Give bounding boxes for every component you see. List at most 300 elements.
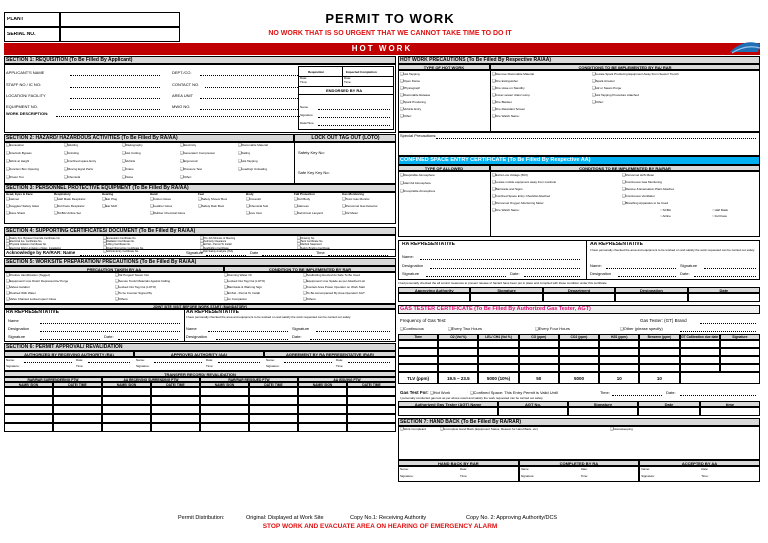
precaution-checkbox-11[interactable]: ❑ Contact Area Power Operator on Work Start — [303, 285, 365, 289]
cs-aa-date-field[interactable] — [694, 276, 756, 277]
freq-other-field[interactable] — [680, 331, 756, 332]
hw-condition-extra-2[interactable]: ❑ H2 or Steam Purge — [592, 86, 621, 90]
gas-cell[interactable] — [599, 348, 639, 356]
hazard-checkbox-6[interactable]: ❑ Grinding — [64, 151, 79, 155]
gas-cell[interactable] — [720, 364, 760, 372]
gas-test-time-field[interactable] — [612, 395, 662, 396]
hot-work-title: HOT WORK — [351, 44, 413, 53]
hand-back-notes[interactable] — [398, 426, 760, 460]
precaution-checkbox-10[interactable]: ❑ Barricade & Warning Sign — [224, 285, 262, 289]
mwo-field[interactable] — [200, 109, 298, 110]
s5-aa-rep-label: AA REPRESENTATIVE — [186, 310, 239, 315]
gas-cell[interactable] — [680, 356, 720, 364]
hazard-checkbox-21[interactable]: ❑ Chemical — [64, 175, 80, 179]
certificate-checkbox-3[interactable]: ❑ Drawing No. — [297, 236, 315, 240]
transfer-cell[interactable] — [102, 423, 151, 432]
gas-cell[interactable] — [559, 356, 599, 364]
approval-time-label-1: Time: — [206, 364, 214, 368]
s5-ra-designation-field[interactable] — [40, 331, 180, 332]
ppe-checkbox-2[interactable]: ❑ Ear Plug — [102, 197, 117, 201]
gas-cell[interactable] — [398, 364, 438, 372]
hazard-checkbox-22[interactable]: ❑ Noise — [122, 175, 133, 179]
cs-aa-name-field[interactable] — [606, 268, 676, 269]
certificate-checkbox-4[interactable]: ❑ Electrical Iso. Certificate No. — [6, 239, 42, 243]
cs-scba-option[interactable]: ○ SCBA — [660, 208, 671, 212]
transfer-cell[interactable] — [102, 414, 151, 423]
certificate-checkbox-7[interactable]: ❑ Tank Certificate No. — [297, 239, 323, 243]
cs-aa-signature-field[interactable] — [704, 268, 756, 269]
cs-ra-name-field[interactable] — [420, 259, 580, 260]
gas-cell[interactable] — [680, 340, 720, 348]
hazard-checkbox-20[interactable]: ❑ Power Tool — [6, 175, 24, 179]
ppe-column-2: Hearing — [102, 192, 114, 196]
gas-cell[interactable] — [478, 348, 518, 356]
ack-signature-field[interactable] — [206, 255, 246, 256]
agt-cell-4[interactable] — [700, 407, 760, 416]
gas-cell[interactable] — [599, 356, 639, 364]
transfer-cell[interactable] — [298, 387, 347, 396]
hw-condition-1[interactable]: ❑ Fire Extinguisher — [492, 79, 518, 83]
hazard-checkbox-4[interactable]: ❑ Flammable Material — [238, 143, 268, 147]
transfer-cell[interactable] — [102, 387, 151, 396]
s5-aa-date-field[interactable] — [310, 339, 390, 340]
hazard-checkbox-23[interactable]: ❑ Other: — [180, 175, 192, 179]
tlv-cell-6: 10 — [639, 372, 679, 384]
ppe-checkbox-16[interactable]: ❑ Face Shield — [6, 211, 25, 215]
page-title: PERMIT TO WORK — [325, 11, 455, 26]
certificate-checkbox-10[interactable]: ❑ ECSH - Permit To Install — [200, 242, 232, 246]
transfer-cell[interactable] — [102, 396, 151, 405]
precaution-checkbox-3[interactable]: ❑ Scaffolding Erected As Safe To Be Used — [303, 273, 360, 277]
approving-cell-3[interactable] — [615, 293, 687, 302]
precaution-checkbox-17[interactable]: ❑ Others: — [115, 297, 128, 301]
gas-cell[interactable] — [478, 356, 518, 364]
transfer-cell[interactable] — [4, 396, 53, 405]
hw-condition-extra-4[interactable]: ❑ Other: — [592, 100, 604, 104]
gas-cell[interactable] — [478, 340, 518, 348]
ppe-column-5: Body — [246, 192, 254, 196]
hand-back-cell-1[interactable] — [519, 466, 640, 482]
hazard-checkbox-0[interactable]: ❑ Excavation — [6, 143, 24, 147]
hw-type-6[interactable]: ❑ Other: — [400, 114, 412, 118]
cs-condition-5[interactable]: ❑ Fire Watch Name: — [492, 208, 520, 212]
precaution-checkbox-12[interactable]: ❑ Flushed With Water — [6, 291, 36, 295]
transfer-cell[interactable] — [200, 405, 249, 414]
transfer-cell[interactable] — [4, 405, 53, 414]
gas-cell[interactable] — [519, 340, 559, 348]
hw-type-5[interactable]: ❑ Vehicle Entry — [400, 107, 421, 111]
certificate-checkbox-6[interactable]: ❑ Authority Clearance — [200, 239, 226, 243]
gas-cell[interactable] — [478, 364, 518, 372]
cs-condition-extra-2[interactable]: ❑ Rescue & Evacuation Plant Attached — [622, 187, 674, 191]
gas-cell[interactable] — [639, 348, 679, 356]
transfer-cell[interactable] — [53, 414, 102, 423]
section-4-header: SECTION 4: SUPPORTING CERTIFICATES/ DOCUMENT (To Be Filled By RA/AA) — [4, 227, 396, 235]
equipment-field[interactable] — [70, 109, 160, 110]
gas-cell[interactable] — [559, 348, 599, 356]
hazard-checkbox-5[interactable]: ❑ Interlock Bypass — [6, 151, 32, 155]
ack-name-field[interactable] — [80, 255, 180, 256]
hazard-checkbox-10[interactable]: ❑ Work at Height — [6, 159, 29, 163]
hw-condition-5[interactable]: ❑ Fire Retardant Screen — [492, 107, 525, 111]
cs-aa-date-label: Date: — [680, 271, 690, 276]
agt-col-2: Signature — [568, 401, 638, 407]
cs-aa-designation-field[interactable] — [618, 276, 676, 277]
transfer-cell[interactable] — [53, 423, 102, 432]
s5-aa-signature-field[interactable] — [316, 331, 390, 332]
gas-cell[interactable] — [599, 340, 639, 348]
precaution-checkbox-13[interactable]: ❑ To be Counter Signed By — [115, 291, 152, 295]
hw-condition-3[interactable]: ❑ Cover sewer/ drain/ sump — [492, 93, 530, 97]
exp-time-label: Time: — [344, 80, 352, 84]
precaution-checkbox-19[interactable]: ❑ Others: — [303, 297, 316, 301]
transfer-cell[interactable] — [347, 423, 396, 432]
hw-condition-extra-3[interactable]: ❑ Hot Tapping Procedure Attached — [592, 93, 639, 97]
hw-condition-6[interactable]: ❑ Fire Watch Name: — [492, 114, 520, 118]
gas-cell[interactable] — [720, 348, 760, 356]
ack-date-field[interactable] — [262, 255, 312, 256]
transfer-cell[interactable] — [298, 396, 347, 405]
cs-type-header: TYPE OF ALLOWED — [398, 165, 490, 171]
transfer-cell[interactable] — [298, 405, 347, 414]
cs-condition-1[interactable]: ❑ Locate mobile equipment away from manhole — [492, 180, 556, 184]
freq-other[interactable]: ❑ Other (please specify) — [620, 326, 663, 331]
precaution-checkbox-14[interactable]: ❑ ECSH - Permit To Install — [224, 291, 260, 295]
gas-cell[interactable] — [398, 356, 438, 364]
hazard-checkbox-1[interactable]: ❑ Welding — [64, 143, 78, 147]
transfer-cell[interactable] — [200, 414, 249, 423]
hb-housekeeping[interactable]: ❑ Housekeeping — [610, 427, 633, 431]
hazard-checkbox-13[interactable]: ❑ Ergonomic — [180, 159, 198, 163]
approving-col-4: Date — [688, 287, 760, 293]
cs-condition-extra-4[interactable]: ❑ Breathing Apparatus to be Used — [622, 201, 668, 205]
cs-type-2[interactable]: ❑ Irrespirable Atmosphere — [400, 189, 435, 193]
transfer-cell[interactable] — [298, 414, 347, 423]
certificate-checkbox-9[interactable]: ❑ Lifting Certificate No. — [103, 242, 131, 246]
transfer-sub-4: NAME/ SIGN — [200, 382, 249, 387]
transfer-cell[interactable] — [151, 423, 200, 432]
cs-condition-2[interactable]: ❑ Barricade and Signs — [492, 187, 523, 191]
approving-cell-4[interactable] — [688, 293, 760, 302]
approval-date-field-0[interactable] — [88, 362, 130, 363]
contact-field[interactable] — [205, 87, 298, 88]
ppe-checkbox-12[interactable]: ❑ Safety Rain Boot — [198, 204, 224, 208]
precaution-checkbox-16[interactable]: ❑ Valve Chained Locked open/ Close — [6, 297, 56, 301]
transfer-cell[interactable] — [249, 423, 298, 432]
cs-aa-statement: I have personally checked the area and equipment to be worked on and satisfy the work requested can be carried out safely. — [590, 248, 756, 252]
gas-col-7: GT Calibration due date — [681, 335, 719, 339]
certificate-checkbox-5[interactable]: ❑ Radiation Certificate No. — [103, 239, 135, 243]
hazard-checkbox-3[interactable]: ❑ Electricity — [180, 143, 196, 147]
approval-name-field-2[interactable] — [284, 362, 332, 363]
joint-site-visit-header: JOINT SITE VISIT BEFORE WORK START (MANDATORY) — [4, 304, 396, 309]
transfer-cell[interactable] — [4, 414, 53, 423]
gas-cell[interactable] — [639, 356, 679, 364]
gas-cell[interactable] — [639, 364, 679, 372]
precaution-checkbox-6[interactable]: ❑ Locked Out Tag Out (LOTO) — [224, 279, 265, 283]
precaution-checkbox-5[interactable]: ❑ Secure Tools/ Materials Against Falling — [115, 279, 170, 283]
gas-cell[interactable] — [438, 348, 478, 356]
cs-airline-option[interactable]: ○ Airline — [660, 214, 671, 218]
hw-condition-0[interactable]: ❑ Remove Flammable Material — [492, 72, 534, 76]
hazard-checkbox-7[interactable]: ❑ Hot Cutting — [122, 151, 141, 155]
hazard-checkbox-17[interactable]: ❑ Crane — [122, 167, 134, 171]
transfer-cell[interactable] — [249, 414, 298, 423]
ppe-checkbox-23[interactable]: ❑ O2 Meter — [342, 211, 358, 215]
cs-condition-extra-0[interactable]: ❑ Personnel H2S Meter — [622, 173, 654, 177]
hb-incomplete[interactable]: ❑ Incomplete Hand Back (Equipment Status, Reason for Hand Back, etc) — [440, 427, 538, 431]
applicant-field[interactable] — [70, 75, 160, 76]
approval-name-field-0[interactable] — [24, 362, 72, 363]
certificate-checkbox-11[interactable]: ❑ Method Statement — [297, 242, 322, 246]
gas-test-statement: I personally conducted gas test as per above result and satisfy the work requested can be carried out safely — [400, 396, 543, 400]
precaution-checkbox-0[interactable]: ❑ Positive Identification (Tagged) — [6, 273, 50, 277]
ppe-checkbox-13[interactable]: ❑ Chemical Suit — [246, 204, 268, 208]
ppe-checkbox-8[interactable]: ❑ Goggles/ Safety Glass — [6, 204, 39, 208]
ppe-checkbox-9[interactable]: ❑ Full Face Respirator — [54, 204, 85, 208]
ppe-checkbox-6[interactable]: ❑ Full Body — [294, 197, 310, 201]
gas-cell[interactable] — [639, 340, 679, 348]
cs-half-mask-option[interactable]: ○ Half Mask — [712, 208, 728, 212]
transfer-cell[interactable] — [4, 387, 53, 396]
cs-ra-designation-field[interactable] — [430, 268, 580, 269]
gas-test-hot-work[interactable]: ❑ Hot Work — [430, 390, 450, 395]
certificate-checkbox-13[interactable]: ❑ Road Obstruction Certificate No. — [103, 246, 144, 250]
certificate-checkbox-2[interactable]: ❑ Pre Job Minutes of Meeting — [200, 236, 235, 240]
precaution-checkbox-4[interactable]: ❑ Equipment/ Line Drain/ Depressurize/ Purge — [6, 279, 68, 283]
gas-cell[interactable] — [680, 348, 720, 356]
transfer-cell[interactable] — [249, 396, 298, 405]
hazard-checkbox-18[interactable]: ❑ Pressure Test — [180, 167, 202, 171]
ppe-checkbox-11[interactable]: ❑ Leather Glove — [150, 204, 172, 208]
transfer-cell[interactable] — [102, 405, 151, 414]
gas-tester-brand-field[interactable] — [700, 323, 756, 324]
transfer-cell[interactable] — [249, 387, 298, 396]
hb-time-label-0: Time: — [460, 474, 468, 478]
certificate-checkbox-17[interactable]: ❑ Vehicle Entry Certificate No. — [103, 249, 139, 253]
hazard-checkbox-12[interactable]: ❑ Vehicle — [122, 159, 135, 163]
staff-field[interactable] — [70, 87, 160, 88]
gas-cell[interactable] — [680, 364, 720, 372]
transfer-cell[interactable] — [298, 423, 347, 432]
hb-signature-label-2: Signature: — [641, 474, 655, 478]
cs-condition-extra-3[interactable]: ❑ Continuous Ventilation — [622, 194, 655, 198]
ppe-checkbox-7[interactable]: ❑ Toxic Gas Monitor — [342, 197, 370, 201]
hw-type-2[interactable]: ❑ Physiograph — [400, 86, 420, 90]
approval-date-field-1[interactable] — [218, 362, 260, 363]
gas-cell[interactable] — [519, 364, 559, 372]
s5-ra-date-field[interactable] — [118, 339, 178, 340]
cs-type-1[interactable]: ❑ Harmful Atmosphere — [400, 181, 431, 185]
transfer-cell[interactable] — [151, 387, 200, 396]
transfer-cell[interactable] — [347, 396, 396, 405]
s5-ra-signature-label: Signature — [8, 334, 26, 339]
agt-cell-2[interactable] — [568, 407, 638, 416]
gas-tester-brand-label: Gas Tester: (GT) Brand — [640, 318, 687, 323]
hw-condition-extra-1[interactable]: ❑ Spark Arrestor — [592, 79, 615, 83]
gas-cell[interactable] — [720, 356, 760, 364]
s5-aa-name-field[interactable] — [208, 331, 288, 332]
s5-ra-signature-field[interactable] — [40, 339, 100, 340]
precaution-checkbox-8[interactable]: ❑ Valves Isolation — [6, 285, 30, 289]
approval-name-field-1[interactable] — [154, 362, 202, 363]
transfer-cell[interactable] — [200, 423, 249, 432]
transfer-cell[interactable] — [53, 396, 102, 405]
transfer-cell[interactable] — [347, 405, 396, 414]
agt-cell-0[interactable] — [398, 407, 498, 416]
ppe-checkbox-5[interactable]: ❑ Coverall — [246, 197, 261, 201]
ack-time-field[interactable] — [328, 255, 388, 256]
hazard-checkbox-14[interactable]: ❑ Hot Tapping — [238, 159, 258, 163]
cs-condition-3[interactable]: ❑ Confined Space Entry Checklist Attached — [492, 194, 550, 198]
transfer-cell[interactable] — [347, 387, 396, 396]
approving-cell-2[interactable] — [543, 293, 615, 302]
precaution-checkbox-9[interactable]: ❑ Locked Out Tag Out (LOTO) — [115, 285, 156, 289]
hazard-checkbox-16[interactable]: ❑ Moving Egnd Parts — [64, 167, 93, 171]
hw-type-4[interactable]: ❑ Spark Producing — [400, 100, 426, 104]
certificate-checkbox-15[interactable]: ❑ Safety Briefing Certificate — [297, 246, 330, 250]
ppe-checkbox-14[interactable]: ❑ Harness — [294, 204, 309, 208]
gas-cell[interactable] — [438, 340, 478, 348]
cs-condition-extra-1[interactable]: ❑ Continuous Gas Monitoring — [622, 180, 662, 184]
gas-cell[interactable] — [398, 340, 438, 348]
precaution-checkbox-18[interactable]: ❑ on Completion — [224, 297, 247, 301]
certificate-checkbox-1[interactable]: ❑ Excavation Certificate No. — [103, 236, 136, 240]
gas-test-date-field[interactable] — [680, 395, 756, 396]
freq-two-hours[interactable]: ❑ Every Two Hours — [448, 326, 482, 331]
transfer-cell[interactable] — [53, 387, 102, 396]
special-precautions-field[interactable] — [436, 138, 756, 139]
ppe-checkbox-3[interactable]: ❑ Cotton Glove — [150, 197, 171, 201]
cs-condition-0[interactable]: ❑ Extra Low Voltage (50V) — [492, 173, 528, 177]
freq-four-hours[interactable]: ❑ Every Four Hours — [535, 326, 570, 331]
cs-ra-date-field[interactable] — [524, 276, 580, 277]
serial-label: SERIAL NO. — [7, 32, 36, 37]
section-2-header: SECTION 2: HAZARD/ HAZARDOUS ACTIVITIES (To Be Filled By RA/AA) — [4, 134, 294, 142]
cs-type-0[interactable]: ❑ Respirable Atmosphere — [400, 173, 435, 177]
freq-continuous[interactable]: ❑ Continuous — [400, 326, 424, 331]
ppe-checkbox-0[interactable]: ❑ Helmet — [6, 197, 19, 201]
endorsed-signature-field[interactable] — [318, 117, 390, 118]
gas-cell[interactable] — [559, 364, 599, 372]
permit-distribution-label: Permit Distribution: — [178, 515, 225, 521]
cs-condition-4[interactable]: ❑ Personnel Oxygen Monitoring Meter — [492, 201, 544, 205]
precaution-checkbox-2[interactable]: ❑ Running Water On — [224, 273, 252, 277]
approving-cell-0[interactable] — [398, 293, 470, 302]
dept-field[interactable] — [200, 75, 298, 76]
location-field[interactable] — [70, 98, 160, 99]
gas-cell[interactable] — [720, 340, 760, 348]
gas-cell[interactable] — [438, 364, 478, 372]
gas-cell[interactable] — [599, 364, 639, 372]
certificate-checkbox-8[interactable]: ❑ Physical Isolation Certificate No. — [6, 242, 47, 246]
transfer-cell[interactable] — [151, 405, 200, 414]
transfer-cell[interactable] — [200, 387, 249, 396]
ppe-checkbox-4[interactable]: ❑ Safety Shoes/ Boot — [198, 197, 227, 201]
serial-field[interactable] — [60, 27, 180, 42]
hb-date-label-0: Date: — [460, 467, 468, 471]
ppe-checkbox-19[interactable]: ❑ Rubber Chemical Glove — [150, 211, 185, 215]
hot-work-precautions-header: HOT WORK PRECAUTIONS (To Be Filled By Respective RA/AA) — [398, 56, 760, 64]
transfer-cell[interactable] — [249, 405, 298, 414]
dist-original: Original: Displayed at Work Site — [246, 515, 324, 521]
area-field[interactable] — [200, 98, 298, 99]
ppe-checkbox-1[interactable]: ❑ Half Mask Respirator — [54, 197, 86, 201]
hazard-checkbox-9[interactable]: ❑ Falling — [238, 151, 250, 155]
gas-col-5: H2S (ppm) — [599, 334, 639, 340]
s5-ra-date-label: Date: — [104, 334, 114, 339]
hb-work-completed[interactable]: ❑ Work Completed — [400, 427, 426, 431]
certificate-checkbox-0[interactable]: ❑ Safety Sys. Bypass/ Override Certificate No. — [6, 236, 60, 240]
hazard-checkbox-11[interactable]: ❑ Confined space Entry — [64, 159, 96, 163]
gas-test-confined-space[interactable]: ❑ Confined Space: This Entry Permit is Valid Until — [470, 390, 558, 395]
ppe-checkbox-15[interactable]: ❑ Personnel Gas Detector — [342, 204, 378, 208]
hand-back-cell-0[interactable] — [398, 466, 519, 482]
precaution-checkbox-1[interactable]: ❑ N2 Purged/ Steam Out — [115, 273, 149, 277]
hw-condition-4[interactable]: ❑ Fire Blanket — [492, 100, 512, 104]
s5-aa-designation-field[interactable] — [216, 339, 288, 340]
certificate-checkbox-14[interactable]: ❑ Scaffolding Certificate — [200, 246, 229, 250]
ppe-checkbox-17[interactable]: ❑ SCBA/ Airline Set — [54, 211, 81, 215]
dist-copy-2: Copy No. 2: Approving Authority/DCS — [466, 515, 558, 521]
hw-type-1[interactable]: ❑ Open Flame — [400, 79, 420, 83]
hand-back-cell-2[interactable] — [639, 466, 760, 482]
gas-cell[interactable] — [559, 340, 599, 348]
certificate-checkbox-12[interactable]: ❑ Electrical Work Limitation of Elec. Installation — [6, 246, 61, 250]
cs-full-face-option[interactable]: ○ Full Face — [712, 214, 727, 218]
certificate-checkbox-18[interactable]: ❑ Job Safety Analysis (JSA) — [200, 249, 233, 253]
transfer-sub-2: NAME/ SIGN — [102, 382, 151, 387]
gas-cell[interactable] — [519, 356, 559, 364]
hazard-checkbox-8[interactable]: ❑ Generator/ Compressor — [180, 151, 215, 155]
transfer-cell[interactable] — [151, 414, 200, 423]
ppe-checkbox-21[interactable]: ❑ Live Vest — [246, 211, 262, 215]
hazard-checkbox-2[interactable]: ❑ Radiography — [122, 143, 143, 147]
hw-type-3[interactable]: ❑ Flammable Release — [400, 93, 430, 97]
agt-cell-1[interactable] — [498, 407, 568, 416]
transfer-cell[interactable] — [200, 396, 249, 405]
hazard-checkbox-19[interactable]: ❑ Loading/ Unloading — [238, 167, 267, 171]
transfer-cell[interactable] — [53, 405, 102, 414]
ppe-column-4: Feet — [198, 192, 205, 196]
gas-cell[interactable] — [398, 348, 438, 356]
endorsed-datetime-field[interactable] — [318, 125, 390, 126]
ppe-checkbox-22[interactable]: ❑ Fall Arrest Lanyard — [294, 211, 323, 215]
hw-condition-2[interactable]: ❑ Fire Hose on Standby — [492, 86, 525, 90]
gas-test-time-label: Time: — [600, 390, 610, 395]
transfer-cell[interactable] — [151, 396, 200, 405]
agt-cell-3[interactable] — [638, 407, 700, 416]
hw-condition-extra-0[interactable]: ❑ Locate Spark Producing Equipment Away From Sewer/ Trench — [592, 72, 679, 76]
approving-cell-1[interactable] — [470, 293, 542, 302]
hw-type-0[interactable]: ❑ Hot Tapping — [400, 72, 420, 76]
s5-ra-name-field[interactable] — [40, 323, 180, 324]
section-1-header: SECTION 1: REQUISITION (To Be Filled By Applicant) — [4, 56, 396, 64]
precaution-checkbox-15[interactable]: ❑ To Be Accompanied By Area Operator/ AGT — [303, 291, 365, 295]
work-description-field[interactable] — [56, 116, 300, 117]
endorsed-name-field[interactable] — [318, 109, 390, 110]
transfer-cell[interactable] — [347, 414, 396, 423]
gas-cell[interactable] — [519, 348, 559, 356]
transfer-cell[interactable] — [4, 423, 53, 432]
precaution-checkbox-7[interactable]: ❑ Equipment/ Line Spade as per Attached List — [303, 279, 365, 283]
ppe-checkbox-10[interactable]: ❑ Ear Muff — [102, 204, 117, 208]
gas-cell[interactable] — [438, 356, 478, 364]
plant-field[interactable] — [60, 12, 180, 27]
approval-date-field-2[interactable] — [348, 362, 390, 363]
hazard-checkbox-15[interactable]: ❑ Junction Box Opening — [6, 167, 39, 171]
cs-ra-signature-field[interactable] — [426, 276, 506, 277]
